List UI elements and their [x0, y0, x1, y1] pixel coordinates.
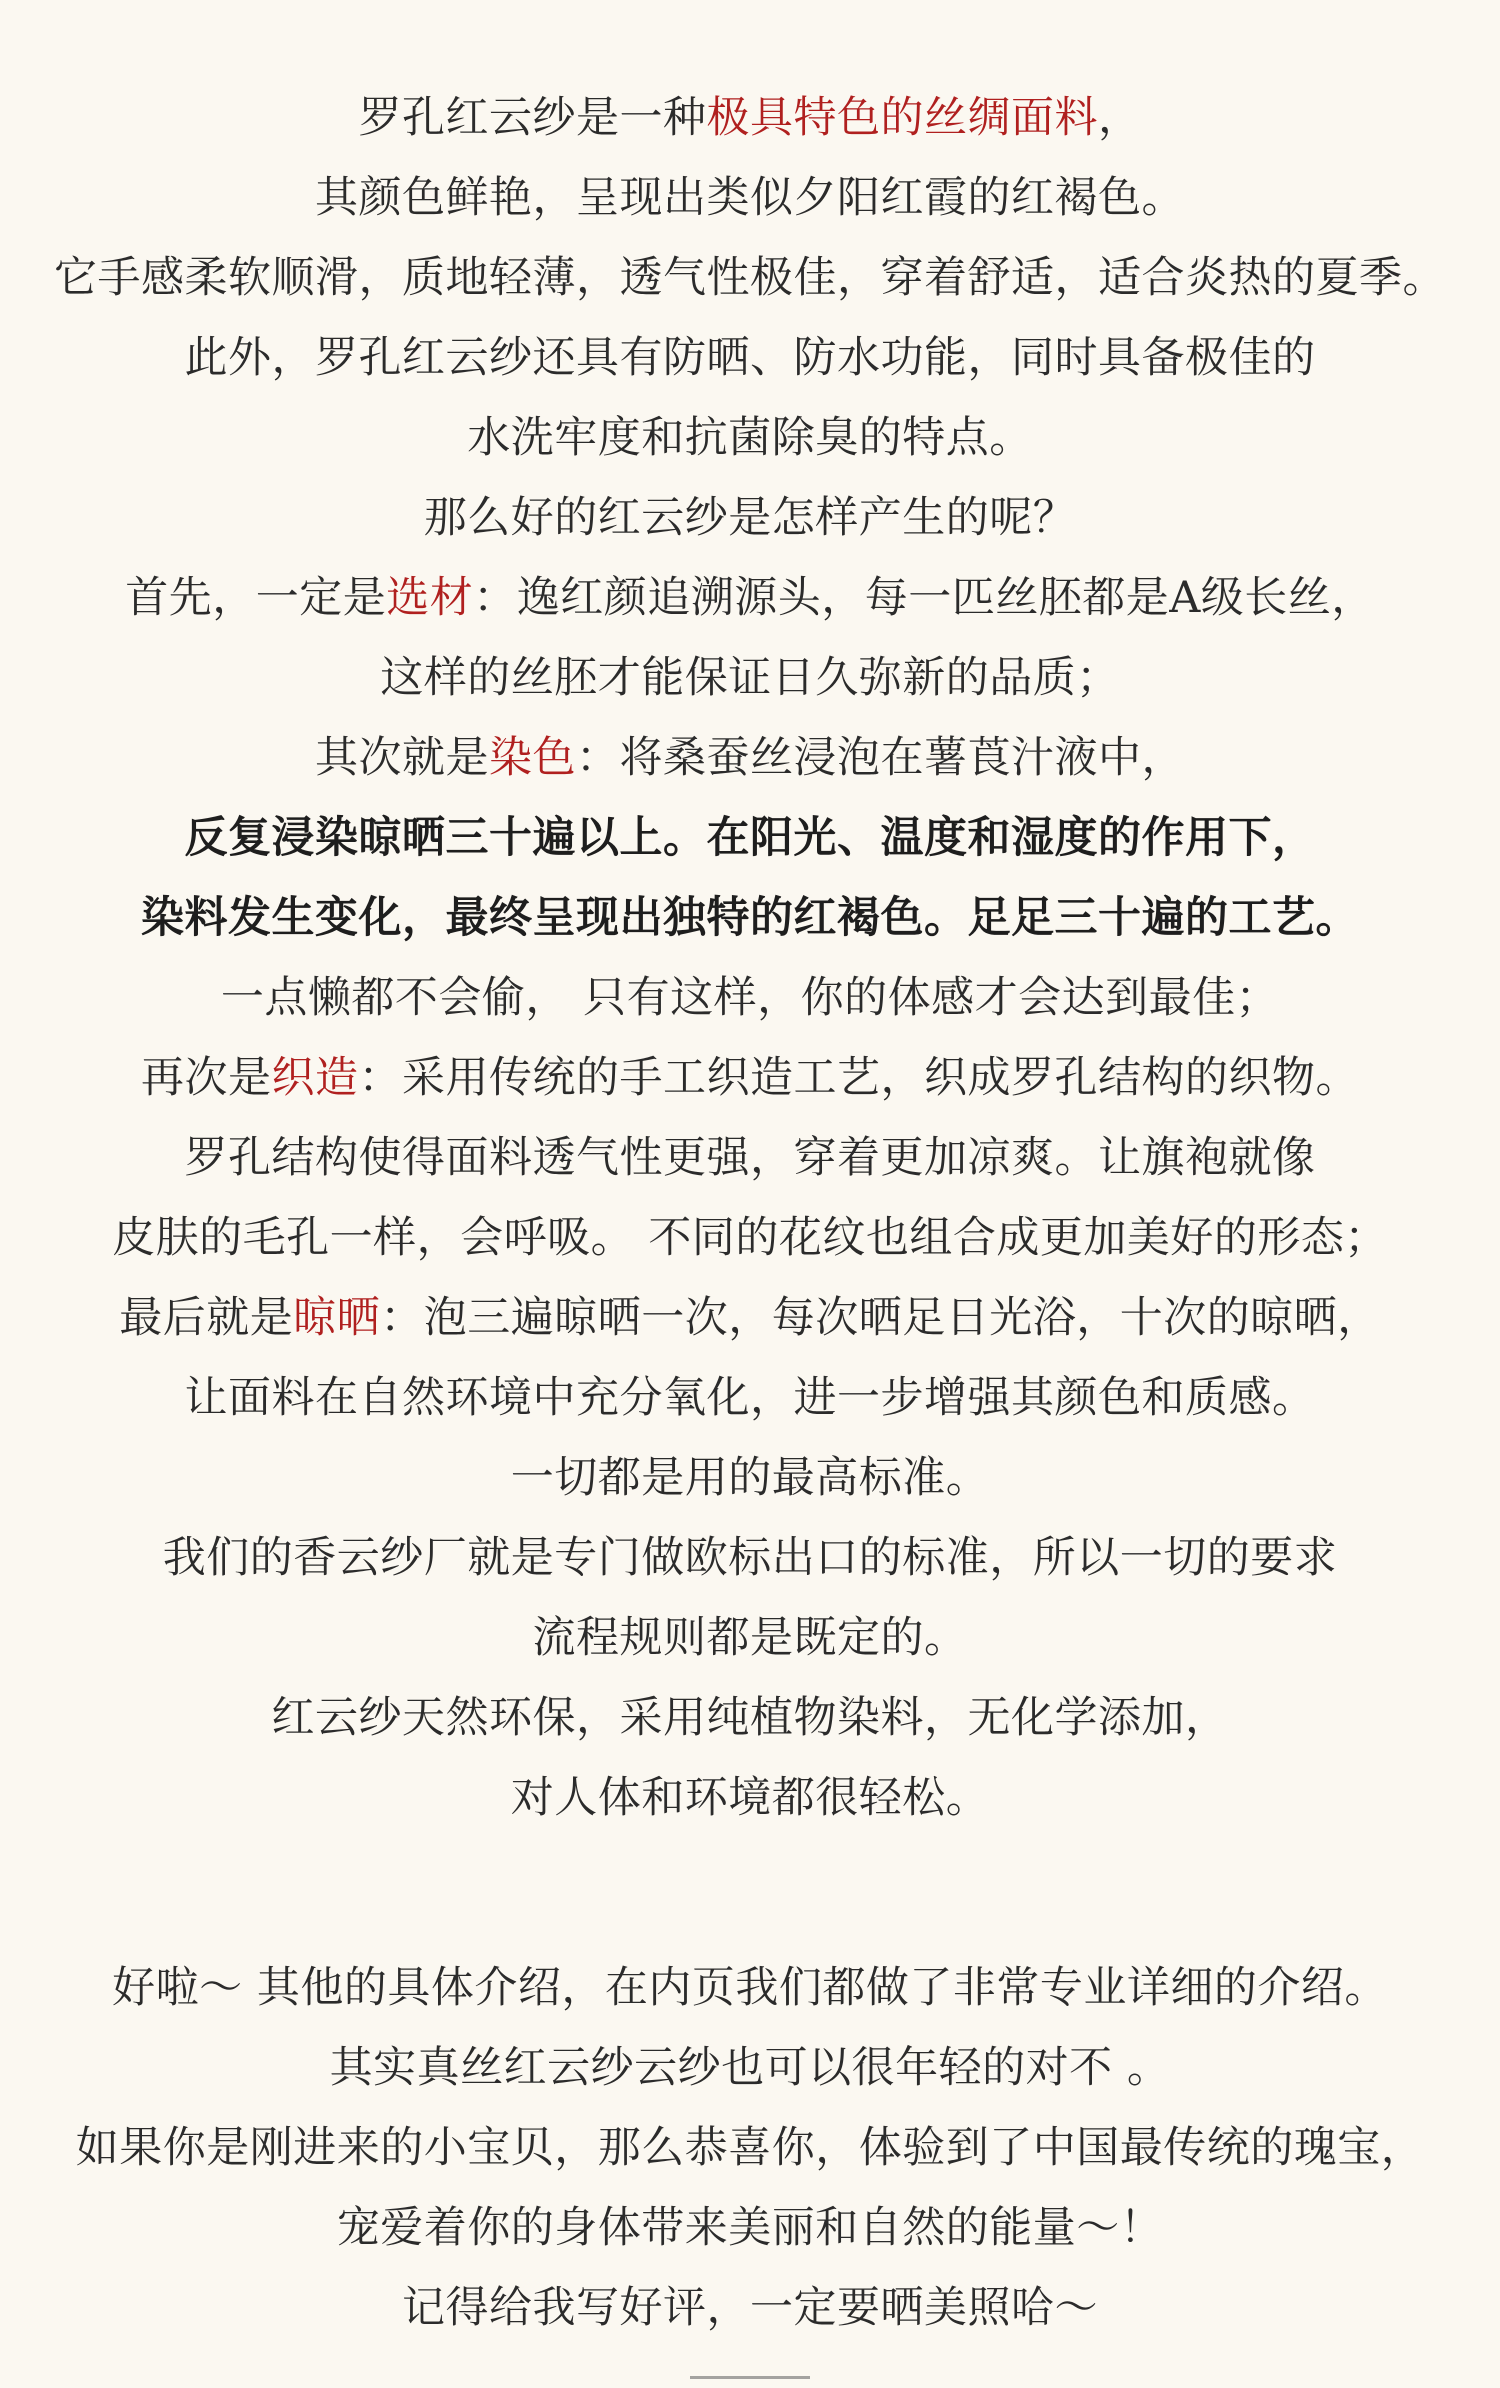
intro-line-5: 水洗牢度和抗菌除臭的特点。 [467, 413, 1033, 463]
intro-line-4: 此外，罗孔红云纱还具有防晒、防水功能，同时具备极佳的 [184, 333, 1316, 383]
step-weave-post: ：采用传统的手工织造工艺，织成罗孔结构的织物。 [358, 1053, 1359, 1103]
factory-line-3: 红云纱天然环保，采用纯植物染料，无化学添加， [271, 1693, 1229, 1743]
step-dry-line-2: 让面料在自然环境中充分氧化，进一步增强其颜色和质感。 [184, 1373, 1316, 1423]
step-select-line-2: 这样的丝胚才能保证日久弥新的品质； [380, 653, 1120, 703]
step-dye-pre: 其次就是 [315, 733, 489, 783]
step-dry-post: ：泡三遍晾晒一次，每次晒足日光浴，十次的晾晒， [380, 1293, 1381, 1343]
step-dye-line-3: 染料发生变化，最终呈现出独特的红褐色。足足三十遍的工艺。 [141, 893, 1359, 943]
step-dye-highlight: 染色 [489, 733, 576, 783]
step-dye-post: ：将桑蚕丝浸泡在薯莨汁液中， [576, 733, 1185, 783]
step-dye-line [0, 718, 1500, 798]
intro-line-3: 它手感柔软顺滑，质地轻薄，透气性极佳，穿着舒适，适合炎热的夏季。 [54, 253, 1446, 303]
intro-highlight-silk-fabric: 极具特色的丝绸面料 [706, 93, 1098, 143]
intro-line-1 [0, 78, 1500, 158]
step-select-post: ：逸红颜追溯源头，每一匹丝胚都是A级长丝， [473, 573, 1375, 623]
step-weave-highlight: 织造 [271, 1053, 359, 1103]
step-weave-line [0, 1038, 1500, 1118]
step-weave-pre: 再次是 [141, 1053, 272, 1103]
closing-line-4: 宠爱着你的身体带来美丽和自然的能量～！ [336, 2203, 1164, 2253]
step-select-line [0, 558, 1500, 638]
step-dry-pre: 最后就是 [119, 1293, 294, 1343]
closing-line-1: 好啦～ 其他的具体介绍，在内页我们都做了非常专业详细的介绍。 [112, 1963, 1388, 2013]
factory-line-1: 我们的香云纱厂就是专门做欧标出口的标准，所以一切的要求 [162, 1533, 1338, 1583]
intro-question: 那么好的红云纱是怎样产生的呢？ [423, 493, 1077, 543]
step-dye-line-4: 一点懒都不会偷， 只有这样，你的体感才会达到最佳； [220, 973, 1280, 1023]
step-dry-line [0, 1278, 1500, 1358]
intro-line-1-post: ， [1098, 93, 1142, 143]
step-weave-line-3: 皮肤的毛孔一样，会呼吸。 不同的花纹也组合成更加美好的形态； [112, 1213, 1388, 1263]
step-dry-highlight: 晾晒 [293, 1293, 381, 1343]
step-weave-line-2: 罗孔结构使得面料透气性更强，穿着更加凉爽。让旗袍就像 [184, 1133, 1316, 1183]
section-spacer [0, 1838, 1500, 1948]
cut-off-text-fragment [0, 2348, 1500, 2388]
closing-line-3: 如果你是刚进来的小宝贝，那么恭喜你，体验到了中国最传统的瑰宝， [75, 2123, 1425, 2173]
cut-off-stroke [690, 2376, 810, 2388]
closing-line-2: 其实真丝红云纱云纱也可以很年轻的对不 。 [329, 2043, 1171, 2093]
factory-line-4: 对人体和环境都很轻松。 [510, 1773, 990, 1823]
factory-line-2: 流程规则都是既定的。 [532, 1613, 968, 1663]
intro-line-2: 其颜色鲜艳，呈现出类似夕阳红霞的红褐色。 [315, 173, 1185, 223]
intro-line-1-pre: 罗孔红云纱是一种 [358, 93, 707, 143]
step-select-pre: 首先，一定是 [125, 573, 387, 623]
closing-line-5: 记得给我写好评，一定要晒美照哈～ [402, 2283, 1098, 2333]
step-select-highlight: 选材 [386, 573, 474, 623]
step-dry-line-3: 一切都是用的最高标准。 [510, 1453, 990, 1503]
step-dye-line-2: 反复浸染晾晒三十遍以上。在阳光、温度和湿度的作用下， [184, 813, 1316, 863]
